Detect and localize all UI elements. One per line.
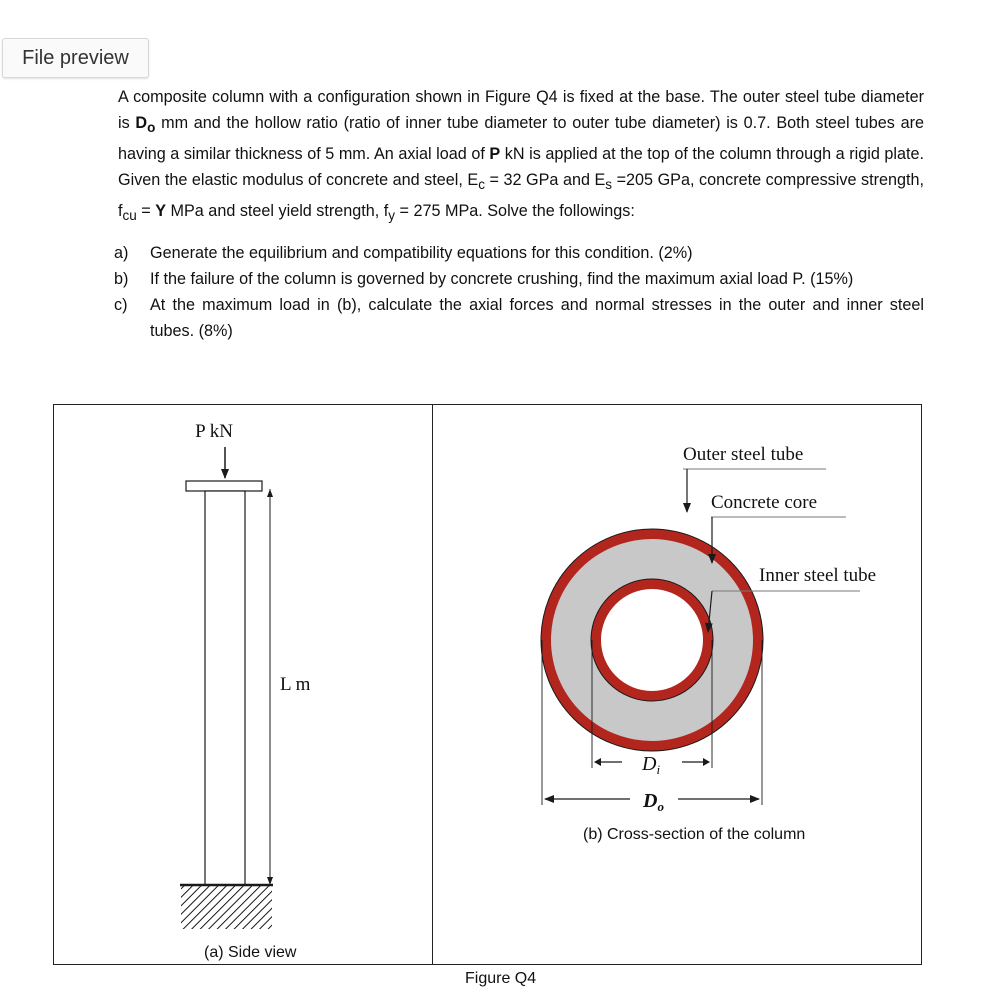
question-part-c: c) At the maximum load in (b), calculate the axial forces and normal stresses in the outer and inner steel tubes. (8%) <box>114 295 924 340</box>
cross-section <box>541 444 876 814</box>
length-arrow-top <box>267 489 273 497</box>
length-label: L m <box>280 674 311 695</box>
inner-tube-label: Inner steel tube <box>759 565 877 586</box>
fixed-base-hatch <box>181 885 272 929</box>
side-view-caption: (a) Side view <box>204 944 297 961</box>
rigid-plate <box>186 481 262 491</box>
file-preview-tab[interactable]: File preview <box>2 38 149 78</box>
outer-tube-label: Outer steel tube <box>683 444 804 465</box>
question-intro: A composite column with a configuration shown in Figure Q4 is fixed at the base. The outer steel tube diameter is $D_o$ mm and the hollow ratio (ratio of inner tube diameter to outer tube diameter) is 0.7. Both steel tubes are having a similar thickness of 5 mm. An axial load of P kN is applied at the top of the column through a rigid plate. Given the elastic modulus of concrete and steel, $E_c = 32$ GPa and $E_s =205$ GPa, concrete compressive strength, $f_{cu} = Y$ MPa and steel yield strength, $f_y = 275$ MPa. Solve the followings: <box>118 88 925 224</box>
load-label: P kN <box>195 421 233 442</box>
question-part-b: b) If the failure of the column is governed by concrete crushing, find the maximum axial load P. (15%) <box>114 269 854 288</box>
inner-diameter-label: $D_i$ <box>642 753 661 777</box>
load-symbol: P <box>489 145 501 164</box>
strength-symbol: Y <box>155 202 167 221</box>
figure-caption: Figure Q4 <box>465 970 537 987</box>
concrete-core-label: Concrete core <box>711 492 818 513</box>
outer-diameter-label: $D_o$ <box>643 790 664 814</box>
outer-diameter-symbol: $D_o$ <box>135 114 156 136</box>
cross-section-caption: (b) Cross-section of the column <box>583 826 806 843</box>
hollow-center <box>601 589 703 691</box>
question-part-a: a) Generate the equilibrium and compatibility equations for this condition. (2%) <box>114 243 693 262</box>
side-view <box>180 421 316 929</box>
column-body <box>205 491 245 885</box>
